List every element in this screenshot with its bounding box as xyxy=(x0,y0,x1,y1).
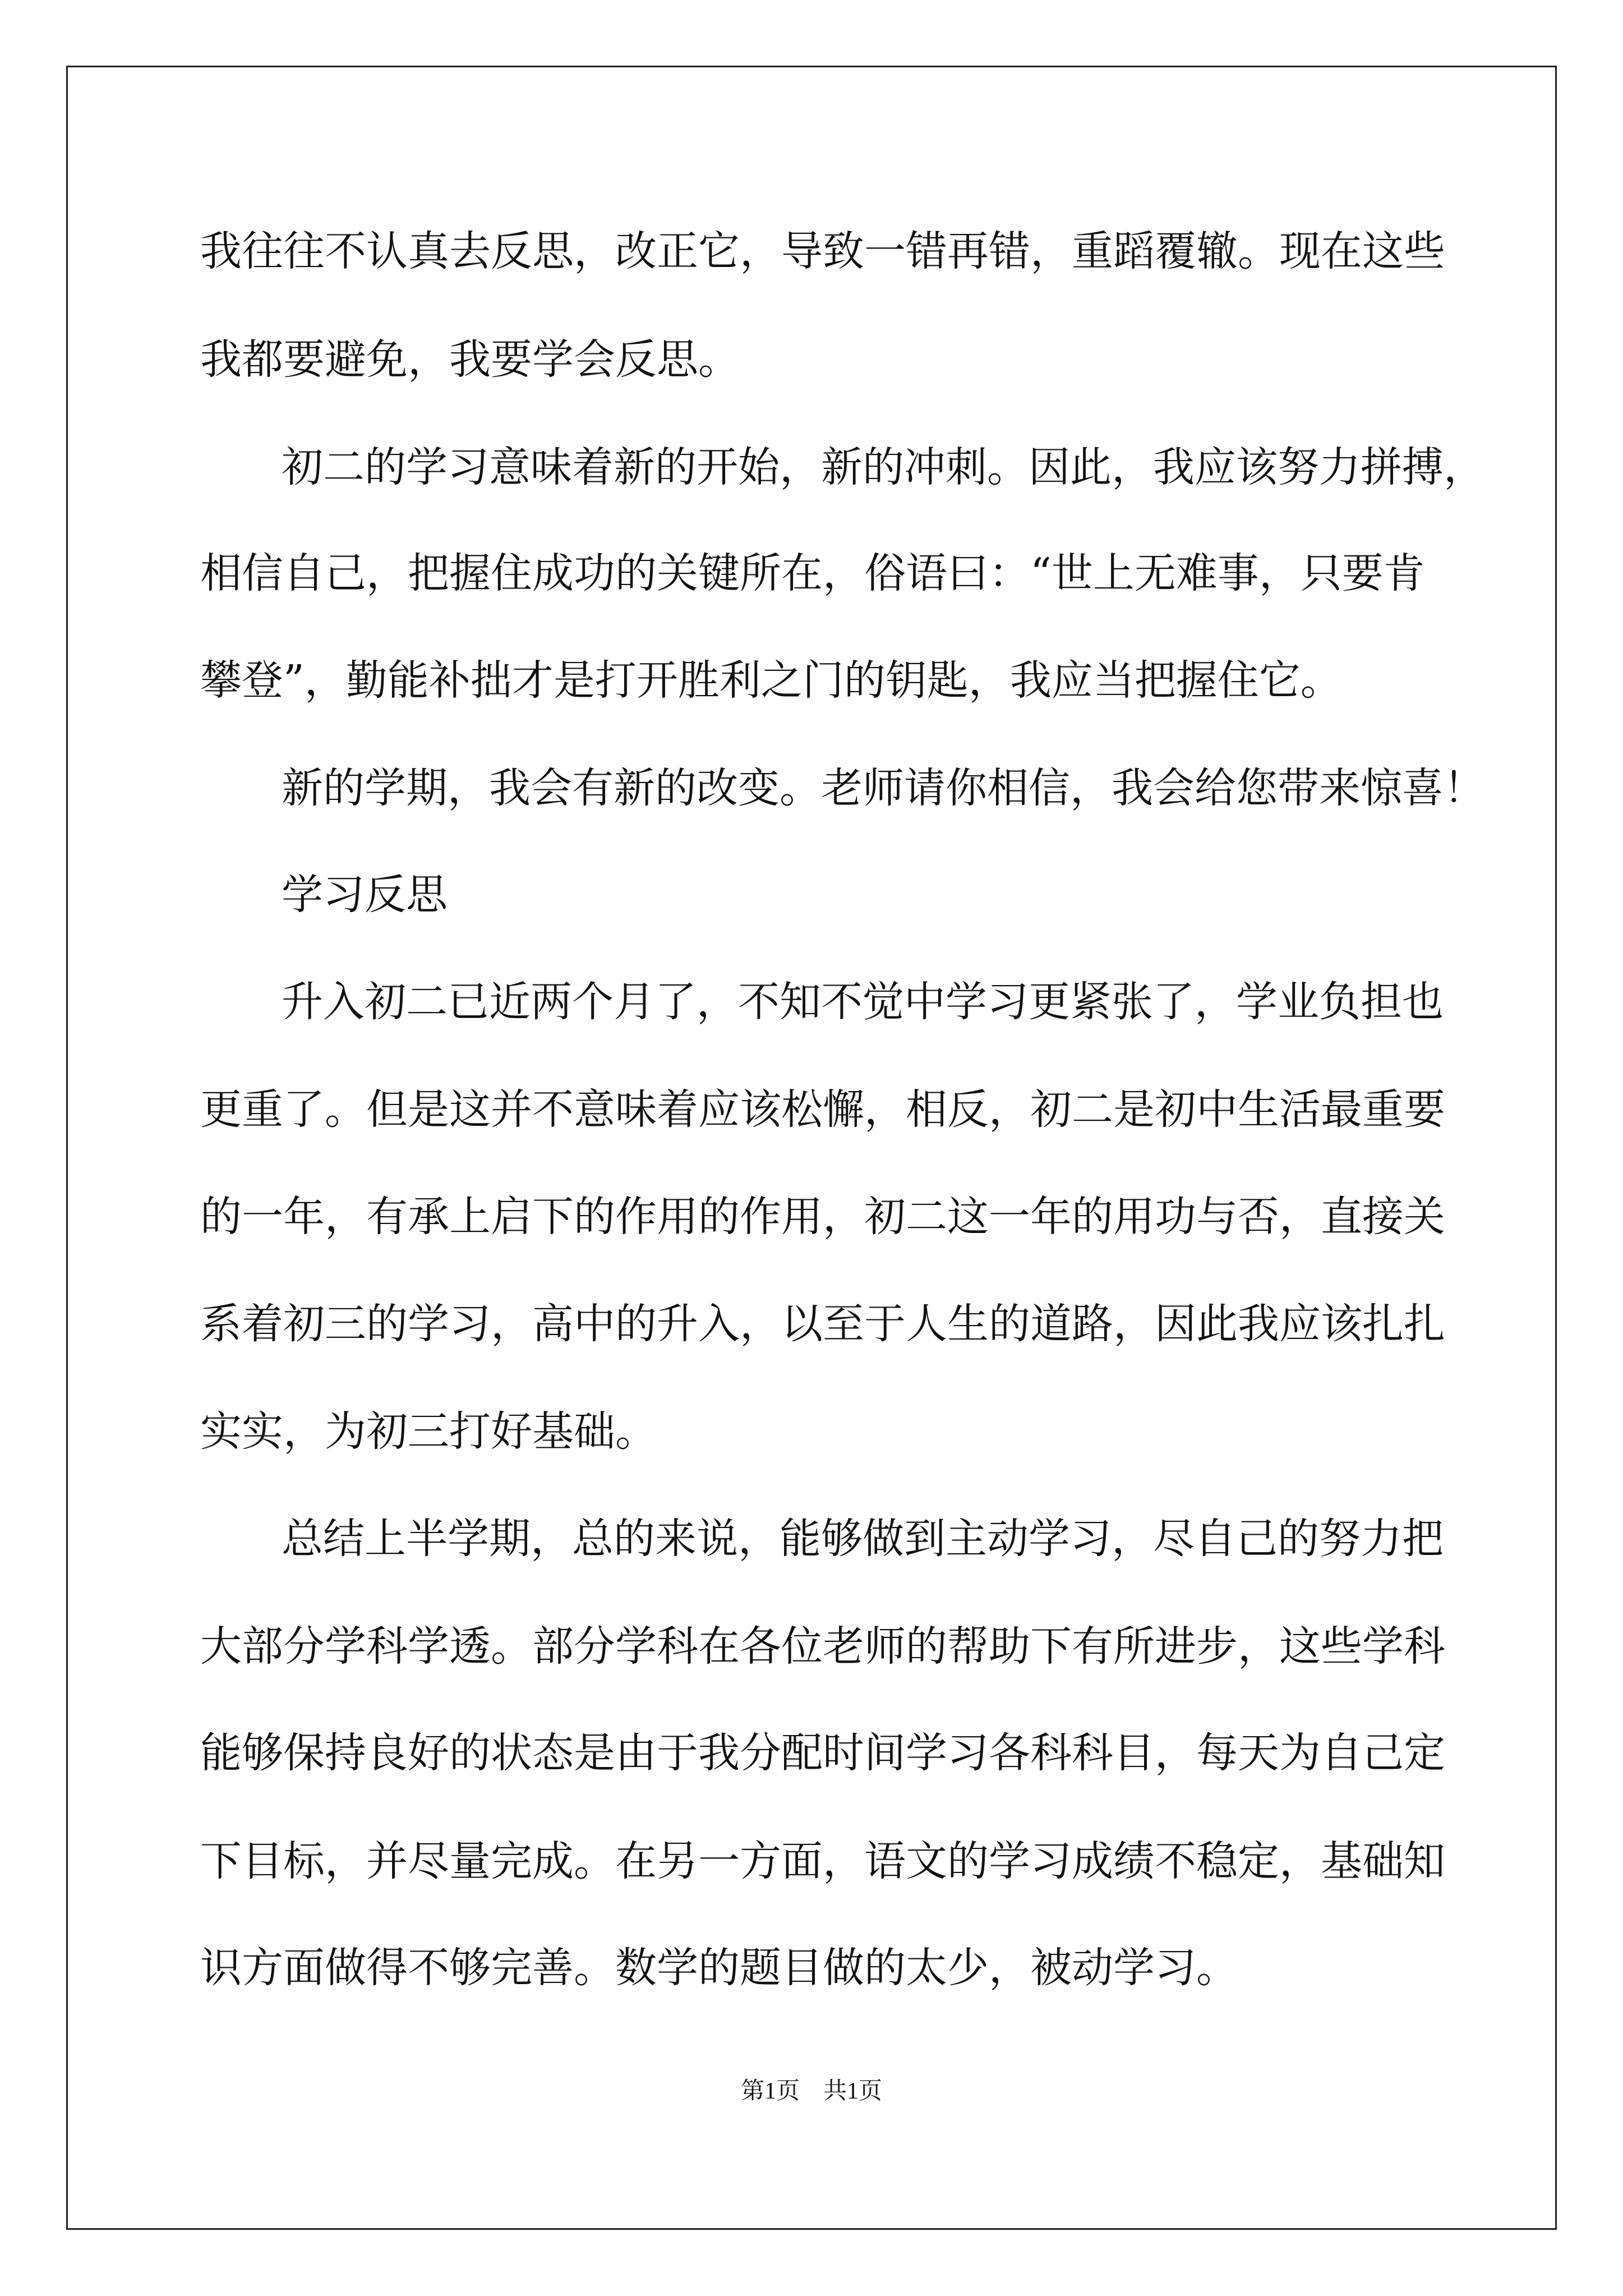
page-footer: 第1页 共1页 xyxy=(740,2078,882,2104)
text-line: 新的学期，我会有新的改变。老师请你相信，我会给您带来惊喜！ xyxy=(282,764,1485,812)
text-line: 初二的学习意味着新的开始，新的冲刺。因此，我应该努力拼搏， xyxy=(282,443,1485,491)
page-border xyxy=(66,66,1557,2230)
text-line: 我都要避免，我要学会反思。 xyxy=(200,335,740,384)
text-line: 的一年，有承上启下的作用的作用，初二这一年的用功与否，直接关 xyxy=(200,1193,1445,1241)
text-line: 升入初二已近两个月了，不知不觉中学习更紧张了，学业负担也 xyxy=(282,978,1444,1026)
text-line: 总结上半学期，总的来说，能够做到主动学习，尽自己的努力把 xyxy=(282,1515,1444,1563)
text-line: 我往往不认真去反思，改正它，导致一错再错，重蹈覆辙。现在这些 xyxy=(200,227,1445,275)
text-line: 更重了。但是这并不意味着应该松懈，相反，初二是初中生活最重要 xyxy=(200,1085,1445,1134)
text-line: 大部分学科学透。部分学科在各位老师的帮助下有所进步，这些学科 xyxy=(200,1622,1445,1671)
text-line: 系着初三的学习，高中的升入，以至于人生的道路，因此我应该扎扎 xyxy=(200,1300,1445,1348)
text-line: 识方面做得不够完善。数学的题目做的太少，被动学习。 xyxy=(200,1944,1238,1992)
section-heading: 学习反思 xyxy=(282,871,448,919)
text-line: 相信自己，把握住成功的关键所在，俗语曰：“世上无难事，只要肯 xyxy=(200,549,1425,597)
text-line: 攀登”，勤能补拙才是打开胜利之门的钥匙，我应当把握住它。 xyxy=(200,656,1342,705)
text-line: 能够保持良好的状态是由于我分配时间学习各科科目，每天为自己定 xyxy=(200,1729,1445,1777)
text-line: 下目标，并尽量完成。在另一方面，语文的学习成绩不稳定，基础知 xyxy=(200,1837,1445,1885)
text-line: 实实，为初三打好基础。 xyxy=(200,1407,657,1456)
